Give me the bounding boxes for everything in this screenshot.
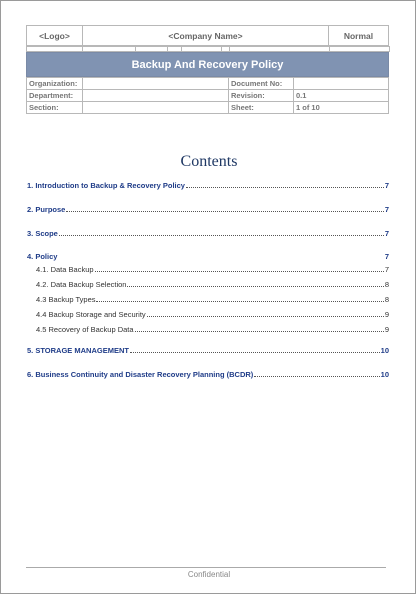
toc-entry-page: 7 — [384, 265, 389, 274]
document-header — [26, 25, 389, 114]
toc-entry[interactable] — [27, 181, 389, 190]
toc-leader — [127, 286, 383, 287]
revision-label: Revision: — [229, 90, 294, 102]
toc-entry[interactable] — [27, 295, 389, 304]
department-label: Department: — [27, 90, 83, 102]
toc-leader — [58, 258, 383, 259]
toc-entry-page: 7 — [384, 252, 389, 261]
document-title-banner: Backup And Recovery Policy — [26, 52, 389, 77]
meta-table — [26, 77, 389, 114]
toc-entry-page: 8 — [384, 280, 389, 289]
toc-entry[interactable] — [27, 252, 389, 261]
footer-divider — [26, 567, 386, 568]
toc-entry-page: 8 — [384, 295, 389, 304]
status-label: Normal — [329, 26, 389, 46]
toc-entry[interactable] — [27, 280, 389, 289]
toc-entry-text: 4.2. Data Backup Selection — [36, 280, 127, 289]
toc-leader — [147, 316, 384, 317]
sheet-label: Sheet: — [229, 102, 294, 114]
organization-label: Organization: — [27, 78, 83, 90]
toc-leader — [66, 211, 383, 212]
toc-leader — [96, 301, 383, 302]
toc-entry[interactable] — [27, 325, 389, 334]
toc-leader — [186, 187, 384, 188]
toc-entry-text: 4. Policy — [27, 252, 58, 261]
toc-entry-text: 4.3 Backup Types — [36, 295, 96, 304]
toc-entry-page: 9 — [384, 310, 389, 319]
toc-entry-text: 4.1. Data Backup — [36, 265, 94, 274]
toc-entry[interactable] — [27, 229, 389, 238]
sheet-value: 1 of 10 — [294, 102, 389, 114]
revision-value: 0.1 — [294, 90, 389, 102]
toc-entry-page: 7 — [384, 229, 389, 238]
toc-entry-text: 6. Business Continuity and Disaster Recovery Planning (BCDR) — [27, 370, 254, 379]
toc-entry[interactable] — [27, 370, 389, 379]
logo-placeholder: <Logo> — [27, 26, 83, 46]
document-no-value — [294, 78, 389, 90]
section-value — [83, 102, 229, 114]
toc-entry-text: 4.5 Recovery of Backup Data — [36, 325, 134, 334]
department-value — [83, 90, 229, 102]
toc-leader — [135, 331, 384, 332]
toc-entry-text: 4.4 Backup Storage and Security — [36, 310, 146, 319]
section-label: Section: — [27, 102, 83, 114]
contents-heading: Contents — [180, 153, 238, 170]
organization-value — [83, 78, 229, 90]
toc-leader — [254, 376, 379, 377]
toc-entry[interactable] — [27, 205, 389, 214]
toc-entry-page: 9 — [384, 325, 389, 334]
document-no-label: Document No: — [229, 78, 294, 90]
toc-entry-text: 3. Scope — [27, 229, 58, 238]
toc-entry-text: 1. Introduction to Backup & Recovery Policy — [27, 181, 185, 190]
toc-entry[interactable] — [27, 265, 389, 274]
toc-entry-page: 7 — [384, 205, 389, 214]
toc-leader — [95, 271, 384, 272]
toc-entry[interactable] — [27, 310, 389, 319]
toc-entry-page: 10 — [380, 370, 389, 379]
company-name: <Company Name> — [83, 26, 329, 46]
toc-entry-page: 10 — [380, 346, 389, 355]
toc-entry[interactable] — [27, 346, 389, 355]
toc-leader — [59, 235, 384, 236]
toc-entry-page: 7 — [384, 181, 389, 190]
document-meta — [26, 77, 389, 114]
footer-confidential: Confidential — [187, 570, 231, 579]
toc-entry-text: 2. Purpose — [27, 205, 66, 214]
toc-entry-text: 5. STORAGE MANAGEMENT — [27, 346, 129, 355]
toc-leader — [130, 352, 380, 353]
header-top-table — [26, 25, 389, 46]
